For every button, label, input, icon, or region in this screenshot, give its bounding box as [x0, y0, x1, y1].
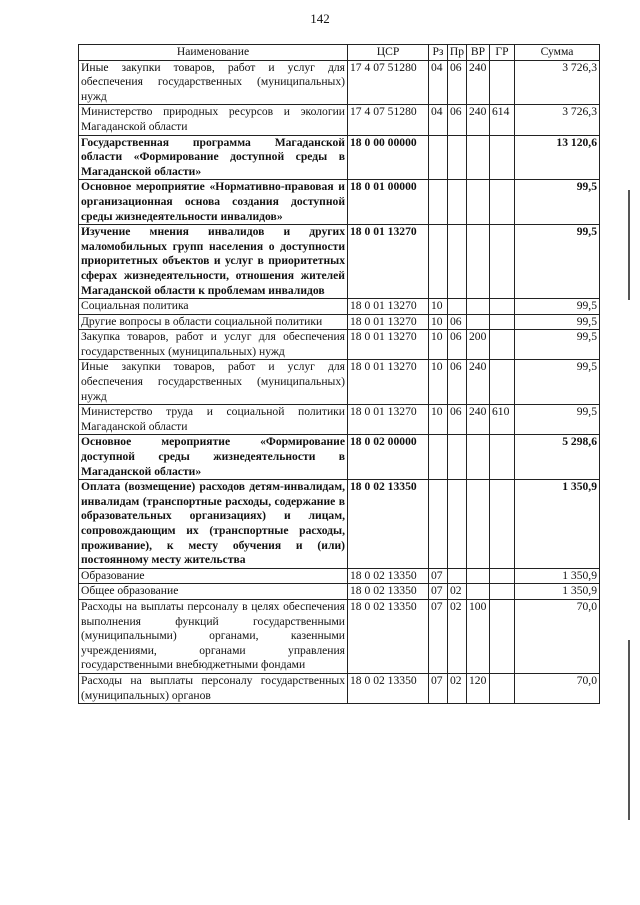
cell-vr: 240 — [467, 405, 490, 435]
cell-rz: 04 — [429, 105, 448, 135]
cell-name: Министерство труда и социальной политики Магаданской области — [79, 405, 348, 435]
cell-name: Социальная политика — [79, 299, 348, 315]
cell-gr — [490, 330, 515, 360]
cell-csr: 18 0 01 13270 — [348, 314, 429, 330]
cell-rz: 07 — [429, 584, 448, 600]
cell-rz — [429, 225, 448, 299]
cell-gr: 610 — [490, 405, 515, 435]
cell-csr: 18 0 02 13350 — [348, 584, 429, 600]
cell-csr: 18 0 01 13270 — [348, 405, 429, 435]
cell-csr: 18 0 02 13350 — [348, 568, 429, 584]
cell-rz: 04 — [429, 60, 448, 105]
cell-gr — [490, 314, 515, 330]
header-name: Наименование — [79, 45, 348, 61]
cell-name: Образование — [79, 568, 348, 584]
cell-pr: 02 — [448, 599, 467, 673]
cell-name: Государственная программа Магаданской области «Формирование доступной среды в Магаданской области» — [79, 135, 348, 180]
cell-sum: 1 350,9 — [515, 480, 600, 569]
scan-edge-mark — [628, 190, 630, 300]
table-row — [79, 60, 600, 105]
cell-vr: 240 — [467, 105, 490, 135]
cell-pr — [448, 480, 467, 569]
table-row — [79, 480, 600, 569]
cell-name: Общее образование — [79, 584, 348, 600]
cell-pr: 02 — [448, 673, 467, 703]
page-number: 142 — [310, 11, 330, 26]
cell-vr — [467, 314, 490, 330]
cell-sum: 5 298,6 — [515, 435, 600, 480]
cell-csr: 18 0 01 13270 — [348, 360, 429, 405]
cell-csr: 17 4 07 51280 — [348, 105, 429, 135]
cell-name: Расходы на выплаты персоналу государственных (муниципальных) органов — [79, 673, 348, 703]
cell-csr: 18 0 02 13350 — [348, 673, 429, 703]
cell-gr: 614 — [490, 105, 515, 135]
cell-pr: 06 — [448, 405, 467, 435]
cell-gr — [490, 568, 515, 584]
cell-rz: 10 — [429, 405, 448, 435]
cell-pr: 06 — [448, 314, 467, 330]
table-row — [79, 314, 600, 330]
cell-gr — [490, 60, 515, 105]
table-row — [79, 135, 600, 180]
cell-pr: 06 — [448, 330, 467, 360]
cell-vr: 200 — [467, 330, 490, 360]
table-row — [79, 299, 600, 315]
cell-name: Основное мероприятие «Нормативно-правовая и организационная основа создания доступной среды жизнедеятельности инвалидов» — [79, 180, 348, 225]
cell-rz — [429, 480, 448, 569]
cell-gr — [490, 584, 515, 600]
table-row — [79, 599, 600, 673]
cell-pr — [448, 435, 467, 480]
cell-sum: 1 350,9 — [515, 584, 600, 600]
cell-pr: 06 — [448, 105, 467, 135]
cell-pr — [448, 299, 467, 315]
table-row — [79, 435, 600, 480]
cell-csr: 17 4 07 51280 — [348, 60, 429, 105]
table-row — [79, 568, 600, 584]
cell-pr: 06 — [448, 360, 467, 405]
table-row — [79, 673, 600, 703]
cell-vr — [467, 135, 490, 180]
cell-pr: 02 — [448, 584, 467, 600]
cell-sum: 99,5 — [515, 299, 600, 315]
cell-vr — [467, 480, 490, 569]
scan-edge-mark — [628, 640, 630, 820]
header-vr: ВР — [467, 45, 490, 61]
cell-rz — [429, 180, 448, 225]
cell-csr: 18 0 01 00000 — [348, 180, 429, 225]
cell-vr — [467, 225, 490, 299]
cell-pr — [448, 135, 467, 180]
table-row — [79, 584, 600, 600]
cell-rz: 10 — [429, 299, 448, 315]
cell-rz: 07 — [429, 568, 448, 584]
cell-gr — [490, 180, 515, 225]
header-rz: Рз — [429, 45, 448, 61]
budget-table — [78, 44, 600, 704]
cell-name: Иные закупки товаров, работ и услуг для обеспечения государственных (муниципальных) нужд — [79, 60, 348, 105]
cell-name: Закупка товаров, работ и услуг для обеспечения государственных (муниципальных) нужд — [79, 330, 348, 360]
table-row — [79, 405, 600, 435]
cell-csr: 18 0 02 13350 — [348, 599, 429, 673]
cell-rz: 10 — [429, 314, 448, 330]
cell-gr — [490, 480, 515, 569]
cell-vr: 240 — [467, 60, 490, 105]
cell-name: Расходы на выплаты персоналу в целях обеспечения выполнения функций государственными (муниципальными) органами, казенными учреждениями, органами управления государственными внебюджетными фондами — [79, 599, 348, 673]
cell-sum: 99,5 — [515, 360, 600, 405]
cell-sum: 99,5 — [515, 180, 600, 225]
cell-sum: 70,0 — [515, 599, 600, 673]
cell-vr: 120 — [467, 673, 490, 703]
cell-name: Оплата (возмещение) расходов детям-инвалидам, инвалидам (транспортные расходы, содержание в образовательных организациях) и лицам, сопровождающим их (транспортные расходы, проживание), к месту обучения и (или) постоянному месту жительства — [79, 480, 348, 569]
cell-sum: 99,5 — [515, 330, 600, 360]
cell-csr: 18 0 02 00000 — [348, 435, 429, 480]
cell-name: Основное мероприятие «Формирование доступной среды жизнедеятельности в Магаданской области» — [79, 435, 348, 480]
cell-gr — [490, 135, 515, 180]
cell-csr: 18 0 01 13270 — [348, 330, 429, 360]
cell-sum: 99,5 — [515, 405, 600, 435]
table-row — [79, 105, 600, 135]
cell-gr — [490, 599, 515, 673]
cell-vr — [467, 584, 490, 600]
cell-name: Иные закупки товаров, работ и услуг для обеспечения государственных (муниципальных) нужд — [79, 360, 348, 405]
cell-rz — [429, 435, 448, 480]
header-pr: Пр — [448, 45, 467, 61]
cell-gr — [490, 435, 515, 480]
cell-sum: 3 726,3 — [515, 60, 600, 105]
cell-sum: 3 726,3 — [515, 105, 600, 135]
cell-vr: 240 — [467, 360, 490, 405]
cell-gr — [490, 673, 515, 703]
table-header-row — [79, 45, 600, 61]
cell-sum: 99,5 — [515, 314, 600, 330]
cell-sum: 70,0 — [515, 673, 600, 703]
cell-vr — [467, 180, 490, 225]
cell-rz — [429, 135, 448, 180]
header-csr: ЦСР — [348, 45, 429, 61]
cell-vr — [467, 299, 490, 315]
cell-rz: 10 — [429, 330, 448, 360]
table-row — [79, 330, 600, 360]
cell-csr: 18 0 02 13350 — [348, 480, 429, 569]
cell-pr: 06 — [448, 60, 467, 105]
cell-csr: 18 0 01 13270 — [348, 225, 429, 299]
header-gr: ГР — [490, 45, 515, 61]
cell-pr — [448, 568, 467, 584]
cell-gr — [490, 225, 515, 299]
cell-rz: 07 — [429, 673, 448, 703]
cell-vr — [467, 568, 490, 584]
cell-sum: 13 120,6 — [515, 135, 600, 180]
cell-csr: 18 0 01 13270 — [348, 299, 429, 315]
cell-pr — [448, 225, 467, 299]
cell-pr — [448, 180, 467, 225]
cell-gr — [490, 360, 515, 405]
cell-vr — [467, 435, 490, 480]
cell-rz: 07 — [429, 599, 448, 673]
cell-vr: 100 — [467, 599, 490, 673]
table-row — [79, 360, 600, 405]
cell-sum: 1 350,9 — [515, 568, 600, 584]
table-row — [79, 225, 600, 299]
cell-gr — [490, 299, 515, 315]
cell-sum: 99,5 — [515, 225, 600, 299]
cell-name: Изучение мнения инвалидов и других маломобильных групп населения о доступности приоритетных объектов и услуг в приоритетных сферах жизнедеятельности, отношения жителей Магаданской области к проблемам инвалидов — [79, 225, 348, 299]
table-row — [79, 180, 600, 225]
header-sum: Сумма — [515, 45, 600, 61]
cell-rz: 10 — [429, 360, 448, 405]
cell-csr: 18 0 00 00000 — [348, 135, 429, 180]
cell-name: Министерство природных ресурсов и экологии Магаданской области — [79, 105, 348, 135]
cell-name: Другие вопросы в области социальной политики — [79, 314, 348, 330]
